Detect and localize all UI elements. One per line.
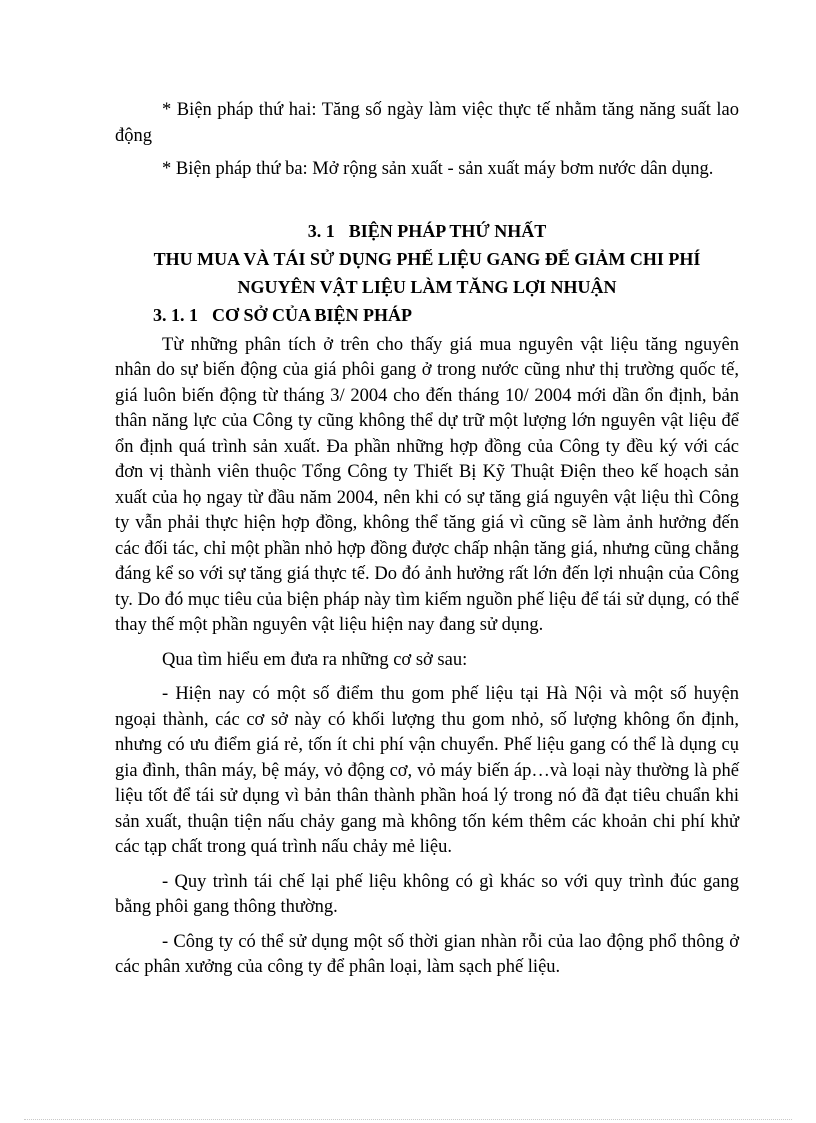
paragraph-basis-labour: - Công ty có thể sử dụng một số thời gian nhàn rỗi của lao động phổ thông ở các phân xưởng của công ty để phân loại, làm sạch phế liệu. bbox=[115, 931, 739, 977]
paragraph-measure-2: * Biện pháp thứ hai: Tăng số ngày làm việc thực tế nhằm tăng năng suất lao động bbox=[115, 100, 739, 146]
subsection-title: CƠ SỞ CỦA BIỆN PHÁP bbox=[212, 304, 413, 325]
paragraph-basis-collection-points: - Hiện nay có một số điểm thu gom phế liệu tại Hà Nội và một số huyện ngoại thành, các cơ sở này có khối lượng thu gom nhỏ, số lượng không ổn định, nhưng có ưu điểm giá rẻ, tốn ít chi phí vận chuyển. Phế liệu gang có thể là dụng cụ gia đình, thân máy, bệ máy, vỏ động cơ, vỏ máy biến áp…và loại này thường là phế liệu tốt để tái sử dụng vì bản thân thành phần hoá lý trong nó đã đạt tiêu chuẩn khi sản xuất, thuận tiện nấu chảy gang mà không tốn kém thêm các khoản chi phí khử các tạp chất trong quá trình nấu chảy mẻ liệu. bbox=[115, 684, 739, 857]
section-title: BIỆN PHÁP THỨ NHẤT bbox=[348, 220, 547, 241]
section-title-line bbox=[115, 217, 739, 245]
subsection-heading bbox=[153, 301, 739, 329]
subsection-number: 3. 1. 1 bbox=[153, 304, 198, 325]
paragraph-basis-intro: Qua tìm hiểu em đưa ra những cơ sở sau: bbox=[162, 649, 468, 670]
paragraph-basis-analysis: Từ những phân tích ở trên cho thấy giá mua nguyên vật liệu tăng nguyên nhân do sự biến động của giá phôi gang ở trong nước cũng như thị trường quốc tế, giá luôn biến động từ tháng 3/ 2004 cho đến tháng 10/ 2004 mới dần ổn định, bản thân năng lực của Công ty cũng không thể dự trữ một lượng lớn nguyên vật liệu để ổn định quá trình sản xuất. Đa phần những hợp đồng của Công ty đều ký với các đơn vị thành viên thuộc Tổng Công ty Thiết Bị Kỹ Thuật Điện theo kế hoạch sản xuất của họ ngay từ đầu năm 2004, nên khi có sự tăng giá nguyên vật liệu thì Công ty vẫn phải thực hiện hợp đồng, không thể tăng giá vì cũng sẽ làm ảnh hưởng đến các đối tác, chỉ một phần nhỏ hợp đồng được chấp nhận tăng giá, nhưng cũng chẳng đáng kể so với sự tăng giá thực tế. Do đó ảnh hưởng rất lớn đến lợi nhuận của Công ty. Do đó mục tiêu của biện pháp này tìm kiếm nguồn phế liệu để tái sử dụng, có thể thay thế một phần nguyên vật liệu hiện nay đang sử dụng. bbox=[115, 334, 739, 635]
document-page bbox=[115, 98, 739, 981]
section-subtitle-line-2: NGUYÊN VẬT LIỆU LÀM TĂNG LỢI NHUẬN bbox=[237, 276, 617, 297]
section-number: 3. 1 bbox=[307, 220, 335, 241]
paragraph-basis-process: - Quy trình tái chế lại phế liệu không có gì khác so với quy trình đúc gang bằng phôi gang thông thường. bbox=[115, 871, 739, 917]
section-heading bbox=[115, 217, 739, 301]
page-bottom-rule bbox=[24, 1119, 792, 1120]
section-subtitle-line-1: THU MUA VÀ TÁI SỬ DỤNG PHẾ LIỆU GANG ĐỂ GIẢM CHI PHÍ bbox=[153, 248, 701, 269]
paragraph-measure-3: * Biện pháp thứ ba: Mở rộng sản xuất - sản xuất máy bơm nước dân dụng. bbox=[162, 159, 714, 179]
